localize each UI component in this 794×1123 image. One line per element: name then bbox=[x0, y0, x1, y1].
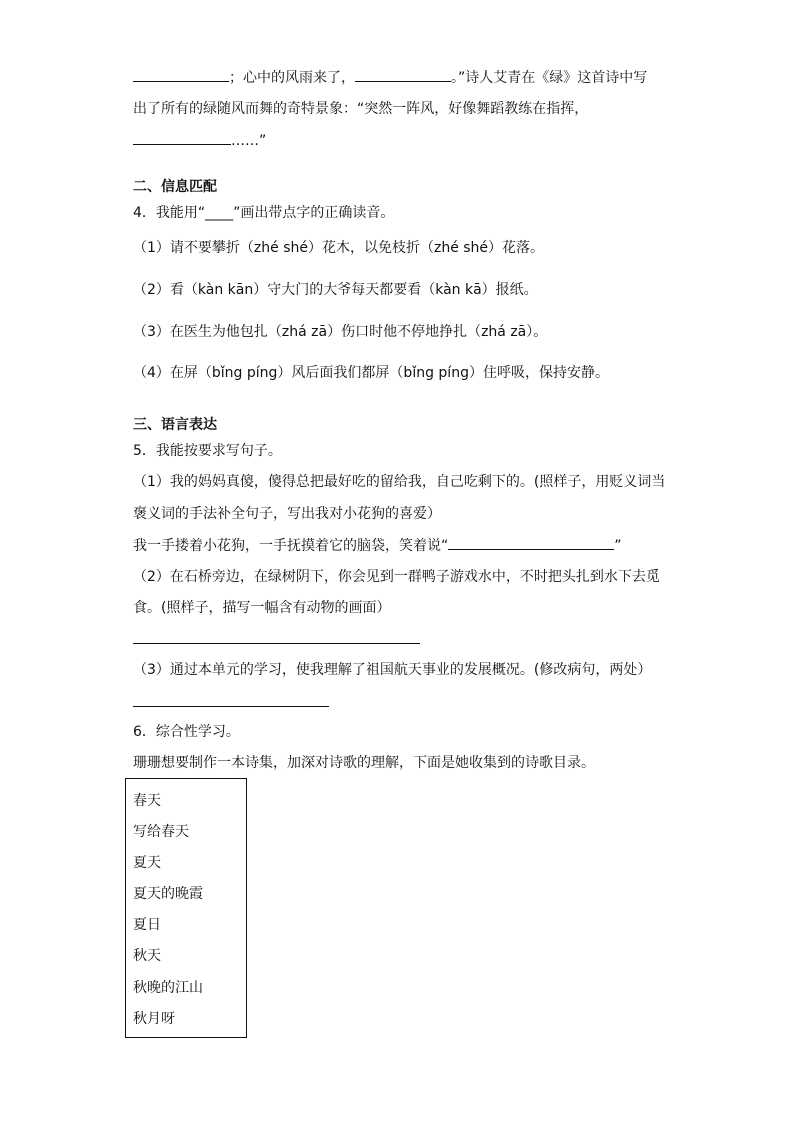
fill-line-2: 出了所有的绿随风而舞的奇特景象：“突然一阵风，好像舞蹈教练在指挥， bbox=[133, 101, 589, 117]
answer-blank[interactable] bbox=[448, 535, 614, 550]
question-5-1-text: 褒义词的手法补全句子，写出我对小花狗的喜爱） bbox=[133, 506, 441, 522]
catalog-item: 秋天 bbox=[133, 948, 161, 964]
answer-lead: 我一手搂着小花狗，一手抚摸着它的脑袋，笑着说“ bbox=[133, 538, 449, 554]
catalog-item: 夏日 bbox=[133, 917, 161, 933]
answer-close: ” bbox=[614, 538, 622, 554]
catalog-item: 夏天的晚霞 bbox=[133, 886, 203, 902]
question-4-item-2: （2）看（kàn kān）守大门的大爷每天都要看（kàn kā）报纸。 bbox=[133, 282, 538, 298]
question-5-3-text: （3）通过本单元的学习，使我理解了祖国航天事业的发展概况。(修改病句，两处） bbox=[133, 662, 652, 678]
fill-line-3 bbox=[133, 130, 266, 151]
answer-line[interactable] bbox=[133, 643, 420, 644]
answer-blank[interactable] bbox=[355, 67, 451, 82]
catalog-item: 秋晚的江山 bbox=[133, 980, 203, 996]
answer-blank[interactable] bbox=[133, 130, 231, 145]
question-4-stem: 4．我能用“____”画出带点字的正确读音。 bbox=[133, 205, 395, 221]
catalog-item: 春天 bbox=[133, 793, 161, 809]
question-5-1-answer bbox=[133, 535, 622, 556]
question-4-item-4: （4）在屏（bǐng píng）风后面我们都屏（bǐng píng）住呼吸，保持安静。 bbox=[133, 365, 609, 381]
fill-line-1 bbox=[133, 67, 647, 88]
question-5-1-text: （1）我的妈妈真傻，傻得总把最好吃的留给我，自己吃剩下的。(照样子，用贬义词当 bbox=[133, 474, 666, 490]
question-5-2-text: （2）在石桥旁边，在绿树阴下，你会见到一群鸭子游戏水中，不时把头扎到水下去觅 bbox=[133, 569, 660, 585]
section-heading: 三、语言表达 bbox=[133, 417, 217, 433]
fill-text: 。”诗人艾青在《绿》这首诗中写 bbox=[451, 70, 648, 86]
question-6-intro: 珊珊想要制作一本诗集，加深对诗歌的理解，下面是她收集到的诗歌目录。 bbox=[133, 755, 595, 771]
catalog-item: 写给春天 bbox=[133, 824, 189, 840]
section-heading: 二、信息匹配 bbox=[133, 179, 217, 195]
catalog-item: 秋月呀 bbox=[133, 1011, 175, 1027]
fill-text: ；心中的风雨来了， bbox=[229, 70, 355, 86]
catalog-item: 夏天 bbox=[133, 855, 161, 871]
question-5-2-text: 食。(照样子，描写一幅含有动物的画面） bbox=[133, 600, 391, 616]
answer-line[interactable] bbox=[133, 706, 329, 707]
fill-text: ……” bbox=[231, 133, 267, 149]
poem-catalog-box bbox=[125, 778, 247, 1038]
question-4-item-1: （1）请不要攀折（zhé shé）花木，以免枝折（zhé shé）花落。 bbox=[133, 240, 545, 256]
question-6-stem: 6．综合性学习。 bbox=[133, 724, 240, 740]
answer-blank[interactable] bbox=[133, 67, 229, 82]
question-4-item-3: （3）在医生为他包扎（zhá zā）伤口时他不停地挣扎（zhá zā）。 bbox=[133, 324, 548, 340]
question-5-stem: 5．我能按要求写句子。 bbox=[133, 443, 282, 459]
